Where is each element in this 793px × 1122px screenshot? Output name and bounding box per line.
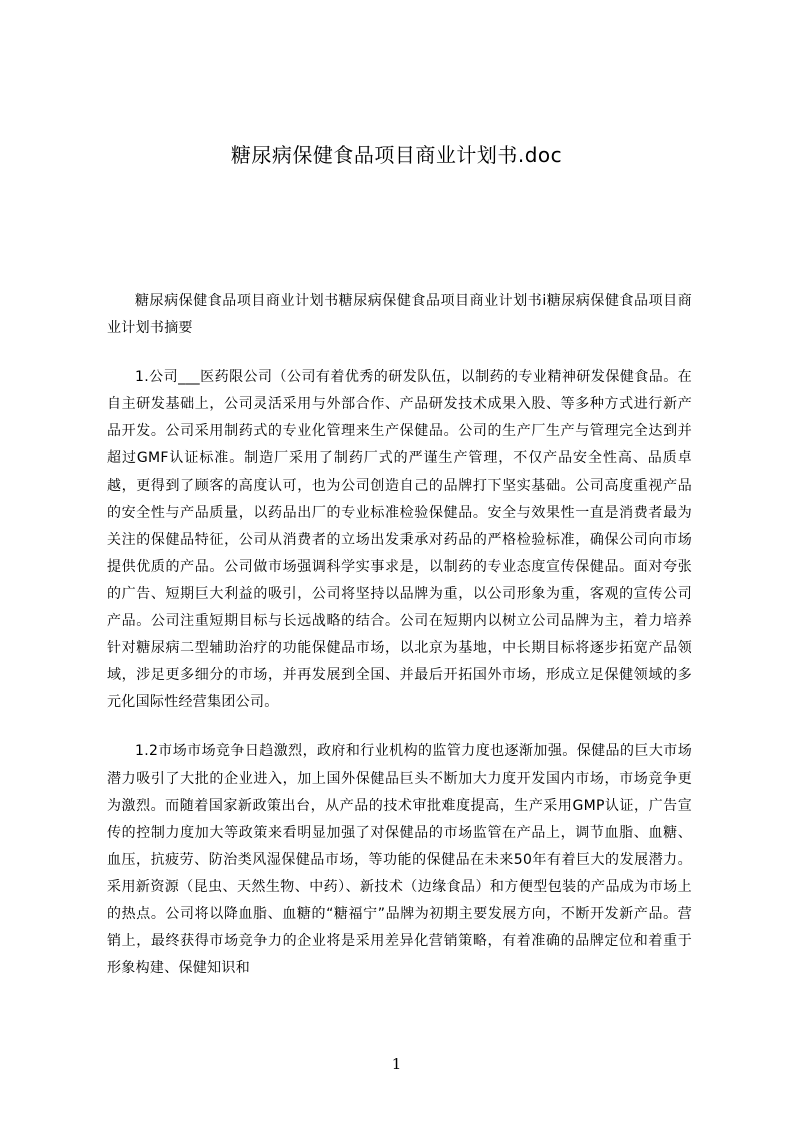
company-section-paragraph: 1.公司___医药限公司（公司有着优秀的研发队伍，以制药的专业精神研发保健食品。在自主研发基础上，公司灵活采用与外部合作、产品研发技术成果入股、等多种方式进行新产品开发。公司采用制药式的专业化管理来生产保健品。公司的生产厂生产与管理完全达到并超过GMF认证标准。制造厂采用了制药厂式的严谨生产管理，不仅产品安全性高、品质卓越，更得到了顾客的高度认可，也为公司创造自己的品牌打下坚实基础。公司高度重视产品的安全性与产品质量，以药品出厂的专业标准检验保健品。安全与效果性一直是消费者最为关注的保健品特征，公司从消费者的立场出发秉承对药品的严格检验标准，确保公司向市场提供优质的产品。公司做市场强调科学实事求是，以制药的专业态度宣传保健品。面对夸张的广告、短期巨大利益的吸引，公司将坚持以品牌为重，以公司形象为重，客观的宣传公司产品。公司注重短期目标与长远战略的结合。公司在短期内以树立公司品牌为主，着力培养针对糖尿病二型辅助治疗的功能保健品市场，以北京为基地，中长期目标将逐步拓宽产品领域，涉足更多细分的市场，并再发展到全国、并最后开拓国外市场，形成立足保健领域的多元化国际性经营集团公司。 (107, 369, 692, 711)
document-title: 糖尿病保健食品项目商业计划书.doc (230, 143, 563, 167)
document-body (107, 288, 692, 982)
market-section-paragraph: 1.2市场市场竞争日趋激烈，政府和行业机构的监管力度也逐渐加强。保健品的巨大市场潜力吸引了大批的企业进入，加上国外保健品巨头不断加大力度开发国内市场，市场竞争更为激烈。而随着国家新政策出台，从产品的技术审批难度提高，生产采用GMP认证，广告宣传的控制力度加大等政策来看明显加强了对保健品的市场监管在产品上，调节血脂、血糖、血压，抗疲劳、防治类风湿保健品市场，等功能的保健品在未来50年有着巨大的发展潜力。采用新资源（昆虫、天然生物、中药）、新技术（边缘食品）和方便型包装的产品成为市场上的热点。公司将以降血脂、血糖的“糖福宁”品牌为初期主要发展方向，不断开发新产品。营销上，最终获得市场竞争力的企业将是采用差异化营销策略，有着准确的品牌定位和着重于形象构建、保健知识和 (107, 743, 692, 977)
summary-heading-paragraph: 糖尿病保健食品项目商业计划书糖尿病保健食品项目商业计划书ⅰ糖尿病保健食品项目商业计划书摘要 (107, 293, 692, 337)
page-number: 1 (391, 1055, 402, 1073)
